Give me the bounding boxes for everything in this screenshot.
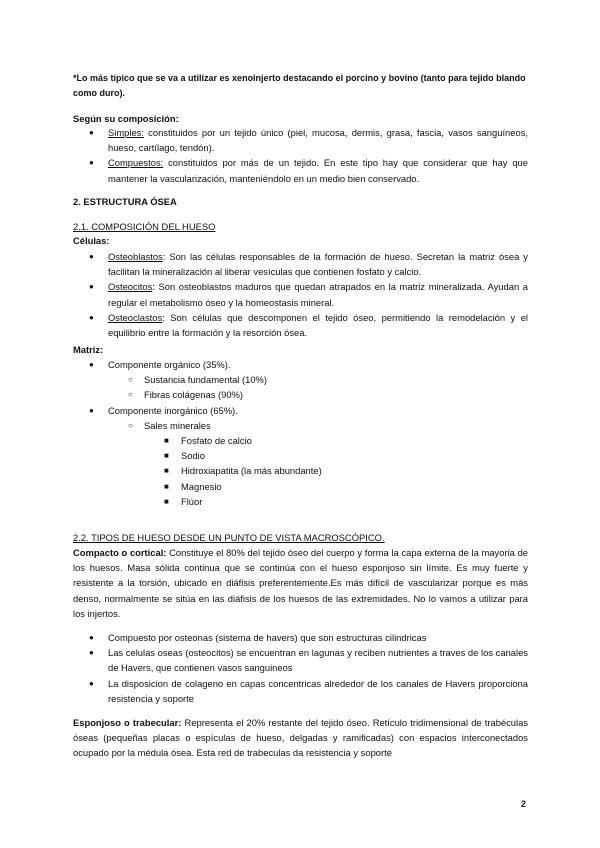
sales-item-text: Magnesio bbox=[181, 480, 222, 492]
sales-item-text: Hidroxiapatita (la más abundante) bbox=[181, 465, 322, 477]
inorganico-text: Componente inorgánico (65%). bbox=[108, 404, 238, 416]
bullet-icon: ● bbox=[89, 158, 94, 168]
compacto-text: Constituye el 80% del tejido óseo del cuerpo y forma la capa externa de la mayoria de los huesos. Masa sólida continua que se continúa con el hueso esponjoso sin límite. Es muy fuerte y resistente a la torsión, ubicado en diáfisis preferentemente.Es más difícil de vascularizar porque es más denso, normalmente se sitúa en las diáfisis de los huesos de las extremidades. No lo vamos a utilizar para los injertos. bbox=[73, 547, 528, 619]
compacto-list bbox=[73, 630, 528, 706]
sales-minerales bbox=[73, 418, 528, 433]
square-bullet-icon: ■ bbox=[164, 496, 169, 506]
circle-bullet-icon: ○ bbox=[128, 375, 133, 385]
matriz-inorganico bbox=[73, 403, 528, 418]
sales-item bbox=[73, 463, 528, 478]
celulas-list bbox=[73, 249, 528, 340]
compacto-bullet bbox=[73, 645, 528, 675]
subsection-2-2-title: 2.2. TIPOS DE HUESO DESDE UN PUNTO DE VISTA MACROSCÓPICO. bbox=[73, 532, 385, 543]
matriz-label: Matriz: bbox=[73, 344, 104, 355]
bullet-icon: ● bbox=[89, 360, 94, 369]
celulas-label: Células: bbox=[73, 235, 110, 246]
square-bullet-icon: ■ bbox=[164, 451, 169, 461]
bullet-icon: ● bbox=[89, 252, 94, 261]
sales-item bbox=[73, 448, 528, 463]
sales-text: Sales minerales bbox=[144, 419, 211, 431]
page-number: 2 bbox=[521, 799, 527, 809]
term-osteoclastos: Osteoclastos bbox=[108, 311, 163, 323]
square-bullet-icon: ■ bbox=[164, 466, 169, 476]
sales-item bbox=[73, 494, 528, 509]
sales-item bbox=[73, 479, 528, 494]
intro-note: *Lo más típico que se va a utilizar es xenoinjerto destacando el porcino y bovino (tanto para tejido blando como duro). bbox=[73, 73, 526, 99]
bullet-icon: ● bbox=[89, 128, 94, 137]
composicion-list bbox=[73, 125, 528, 186]
celula-item-osteocitos bbox=[73, 279, 528, 309]
organico-sub-text: Sustancia fundamental (10%) bbox=[144, 374, 267, 386]
matriz-organico bbox=[73, 357, 528, 372]
sales-item-text: Flúor bbox=[181, 495, 203, 507]
subsection-2-1-title: 2.1. COMPOSICIÓN DEL HUESO bbox=[73, 221, 216, 232]
bullet-icon: ● bbox=[89, 312, 94, 322]
term-osteoblastos: Osteoblastos bbox=[108, 251, 163, 262]
composicion-heading: Según su composición: bbox=[73, 113, 179, 124]
term-compuestos: Compuestos: bbox=[108, 157, 164, 169]
compacto-term: Compacto o cortical: bbox=[73, 547, 167, 558]
term-simples: Simples: bbox=[108, 127, 144, 138]
compuestos-text: constituidos por más de un tejido. En este tipo hay que considerar que hay que mantener la vascularización, manteniéndolo en un medio bien conservado. bbox=[108, 157, 528, 184]
section-title: 2. ESTRUCTURA ÓSEA bbox=[73, 196, 177, 207]
compacto-paragraph bbox=[73, 545, 528, 621]
compacto-bullet-text: La disposicion de colageno en capas concentricas alrededor de los canales de Havers proporciona resistencia y soporte bbox=[108, 677, 528, 704]
osteoclastos-text: : Son células que descomponen el tejido óseo, permitiendo la remodelación y el equilibrio entre la formación y la resorción ósea. bbox=[108, 311, 528, 339]
esponjoso-paragraph bbox=[73, 715, 528, 761]
bullet-icon: ● bbox=[89, 405, 94, 415]
organico-text: Componente orgánico (35%). bbox=[108, 359, 231, 370]
organico-sub-text: Fibras colágenas (90%) bbox=[144, 389, 244, 401]
compacto-bullet bbox=[73, 630, 528, 645]
compacto-bullet-text: Las celulas oseas (osteocitos) se encuentran en lagunas y reciben nutrientes a traves de los canales de Havers, que contienen vasos sanguineos bbox=[108, 647, 528, 674]
organico-sub-item bbox=[73, 372, 528, 387]
circle-bullet-icon: ○ bbox=[128, 390, 133, 400]
matriz-list bbox=[73, 357, 528, 509]
organico-sub-item bbox=[73, 387, 528, 402]
sales-item-text: Sodio bbox=[181, 450, 205, 462]
square-bullet-icon: ■ bbox=[164, 481, 169, 491]
term-osteocitos: Osteocitos bbox=[108, 281, 153, 293]
celula-item-osteoblastos bbox=[73, 249, 528, 279]
circle-bullet-icon: ○ bbox=[128, 420, 133, 430]
composicion-item-compuestos bbox=[73, 155, 528, 185]
simples-text: constituidos por un tejido único (piel, mucosa, dermis, grasa, fascia, vasos sanguíneos, hueso, cartílago, tendón). bbox=[108, 127, 528, 154]
sales-item bbox=[73, 433, 528, 448]
bullet-icon: ● bbox=[89, 633, 94, 642]
square-bullet-icon: ■ bbox=[164, 436, 169, 446]
bullet-icon: ● bbox=[89, 678, 94, 688]
esponjoso-term: Esponjoso o trabecular: bbox=[73, 717, 182, 728]
osteoblastos-text: : Son las células responsables de la formación de hueso. Secretan la matriz ósea y facilitan la mineralización al liberar vesículas que contienen fosfato y calcio. bbox=[108, 251, 528, 278]
bullet-icon: ● bbox=[89, 648, 94, 658]
compacto-bullet-text: Compuesto por osteonas (sistema de havers) que son estructuras cilindricas bbox=[108, 632, 427, 643]
esponjoso-text: Representa el 20% restante del tejido óseo. Retículo tridimensional de trabéculas óseas (pequeñas placas o espículas de hueso, delgadas y ramificadas) con espacios interconectados ocupado por la médula ósea. Esta red de trabeculas da resistencia y soporte bbox=[73, 717, 529, 759]
composicion-item-simples bbox=[73, 125, 528, 155]
compacto-bullet bbox=[73, 676, 528, 706]
celula-item-osteoclastos bbox=[73, 310, 528, 340]
bullet-icon: ● bbox=[89, 282, 94, 292]
sales-item-text: Fosfato de calcio bbox=[181, 435, 252, 447]
osteocitos-text: : Son osteoblastos maduros que quedan atrapados en la matriz mineralizada. Ayudan a regular el metabolismo óseo y la homeostasis mineral. bbox=[108, 281, 528, 308]
